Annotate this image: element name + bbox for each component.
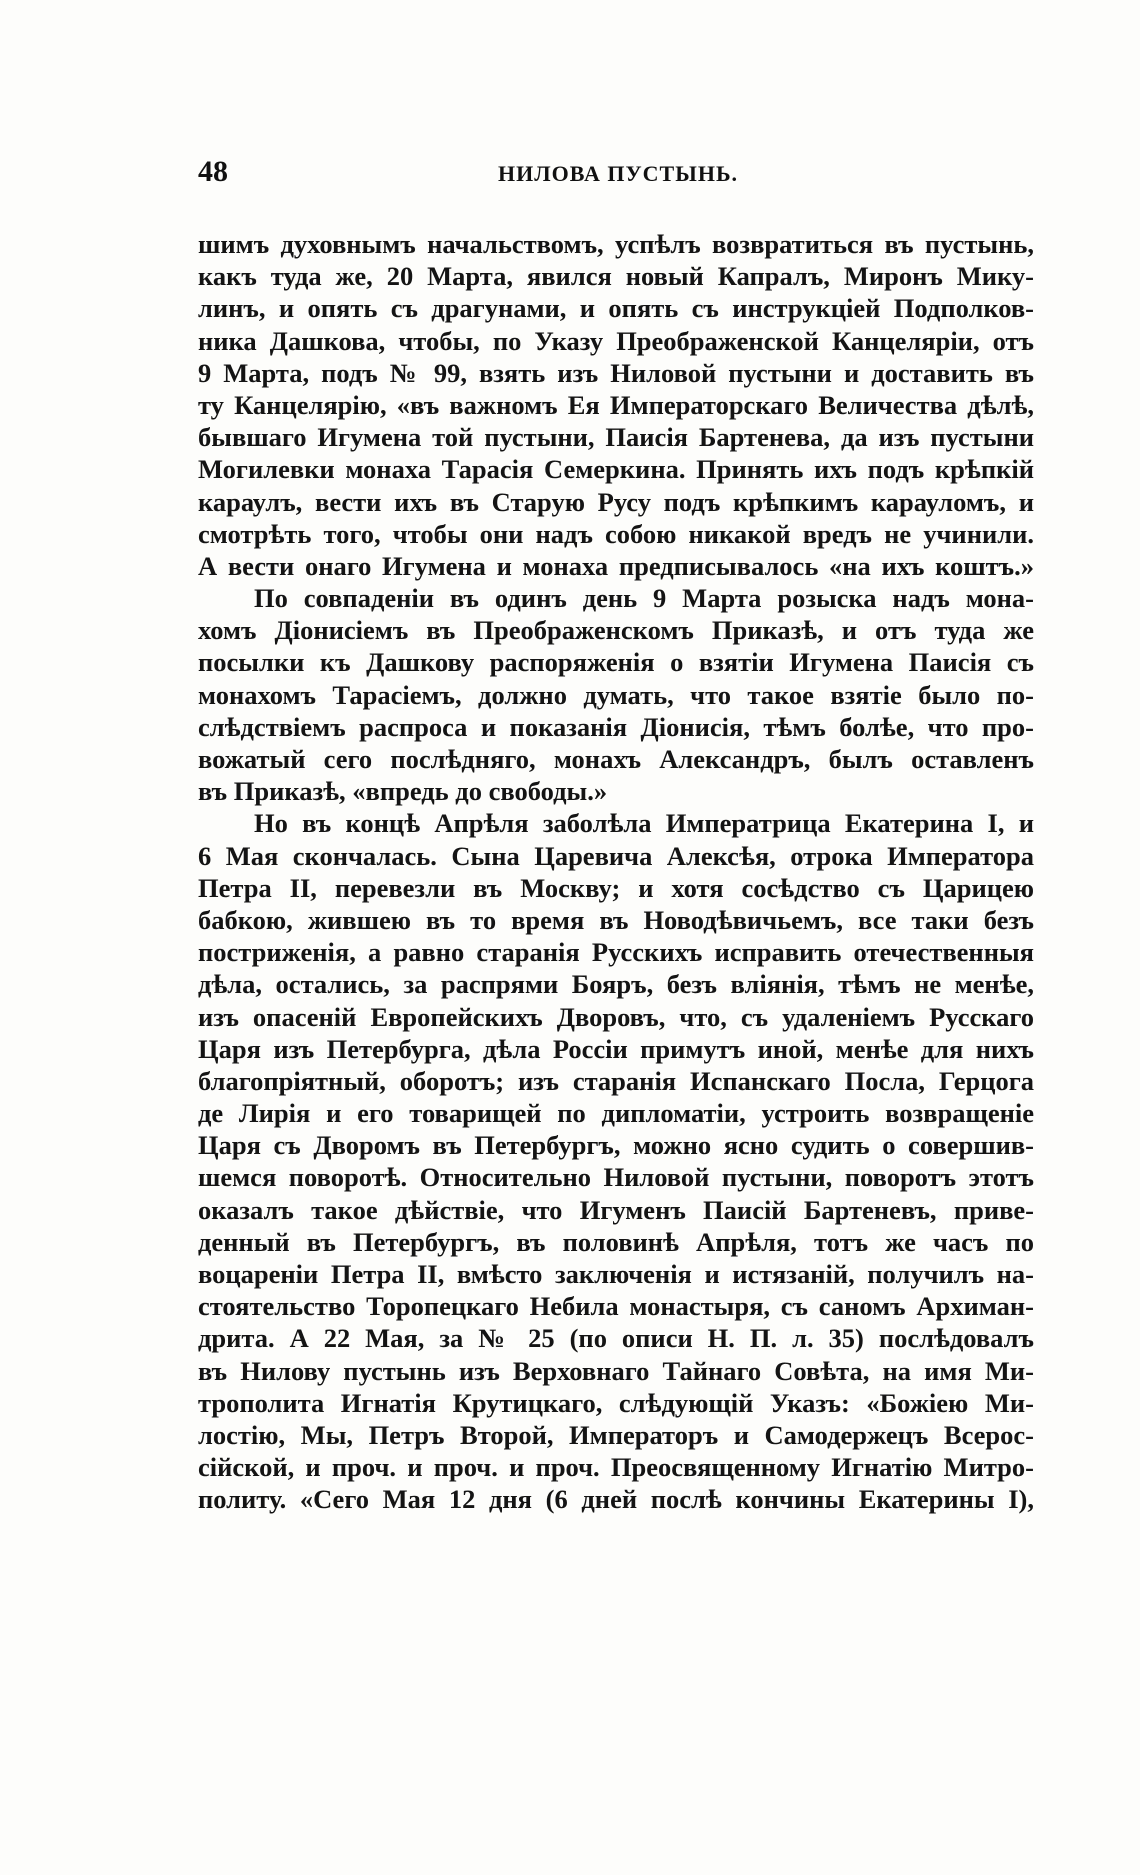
text-line: шимъ духовнымъ начальствомъ, успѣлъ возвратиться въ пустынь,: [198, 229, 1034, 259]
text-line: постриженія, а равно старанія Русскихъ исправить отечественныя: [198, 937, 1034, 968]
text-line: денный въ Петербургъ, въ половинѣ Апрѣля, тотъ же часъ по: [198, 1226, 1034, 1257]
text-line: трополита Игнатія Крутицкаго, слѣдующій Указъ: «Божіею Ми-: [198, 1387, 1034, 1418]
text-line: По совпаденіи въ одинъ день 9 Марта розыска надъ мона-: [254, 583, 1034, 614]
text-line: хомъ Діонисіемъ въ Преображенскомъ Приказѣ, и отъ туда же: [198, 615, 1034, 646]
text-line: дѣла, остались, за распрями Бояръ, безъ вліянія, тѣмъ не менѣе,: [198, 969, 1034, 1000]
text-line: смотрѣть того, чтобы они надъ собою никакой вредъ не учинили.: [198, 518, 1034, 549]
text-line: караулъ, вести ихъ въ Старую Русу подъ крѣпкимъ карауломъ, и: [198, 486, 1034, 517]
text-line: вожатый сего послѣдняго, монахъ Александръ, былъ оставленъ: [198, 744, 1034, 774]
text-line: благопріятный, оборотъ; изъ старанія Испанскаго Посла, Герцога: [198, 1065, 1034, 1096]
text-line: воцареніи Петра II, вмѣсто заключенія и истязаній, получилъ на-: [198, 1259, 1034, 1289]
body-text: [198, 228, 1034, 1516]
text-line: лостію, Мы, Петръ Второй, Императоръ и Самодержецъ Всерос-: [198, 1419, 1034, 1450]
text-line: Но въ концѣ Апрѣля заболѣла Императрица Екатерина I, и: [254, 808, 1034, 839]
text-line: политу. «Сего Мая 12 дня (6 дней послѣ кончины Екатерины I),: [198, 1484, 1034, 1515]
text-line: слѣдствіемъ распроса и показанія Діонисія, тѣмъ болѣе, что про-: [198, 711, 1034, 742]
text-line: оказалъ такое дѣйствіе, что Игуменъ Паисій Бартеневъ, приве-: [198, 1194, 1034, 1225]
text-line: посылки къ Дашкову распоряженія о взятіи Игумена Паисія съ: [198, 647, 1034, 678]
text-line: Могилевки монаха Тарасія Семеркина. Принять ихъ подъ крѣпкій: [198, 454, 1034, 485]
paragraph: [198, 582, 1034, 807]
paragraph: [198, 228, 1034, 582]
text-line: монахомъ Тарасіемъ, должно думать, что такое взятіе было по-: [198, 679, 1034, 710]
text-line: 6 Мая скончалась. Сына Царевича Алексѣя, отрока Императора: [198, 840, 1034, 871]
text-line: Петра II, перевезли въ Москву; и хотя сосѣдство съ Царицею: [198, 872, 1034, 903]
text-line: въ Нилову пустынь изъ Верховнаго Тайнаго Совѣта, на имя Ми-: [198, 1355, 1034, 1386]
running-title: НИЛОВА ПУСТЫНЬ.: [498, 161, 738, 186]
text-line: сійской, и проч. и проч. и проч. Преосвященному Игнатію Митро-: [198, 1452, 1034, 1483]
text-line: А вести онаго Игумена и монаха предписывалось «на ихъ коштъ.»: [198, 550, 1034, 581]
text-line: какъ туда же, 20 Марта, явился новый Капралъ, Миронъ Мику-: [198, 261, 1034, 292]
text-line: шемся поворотѣ. Относительно Ниловой пустыни, поворотъ этотъ: [198, 1162, 1034, 1193]
text-line: дрита. А 22 Мая, за № 25 (по описи Н. П. л. 35) послѣдовалъ: [198, 1323, 1034, 1354]
text-line: 9 Марта, подъ № 99, взять изъ Ниловой пустыни и доставить въ: [198, 357, 1034, 388]
text-line: де Лирія и его товарищей по дипломатіи, устроить возвращеніе: [198, 1098, 1034, 1129]
text-line: Царя съ Дворомъ въ Петербургъ, можно ясно судить о совершив-: [198, 1130, 1034, 1161]
page-number: 48: [198, 155, 228, 188]
paragraph: [198, 807, 1034, 1515]
text-line: бывшаго Игумена той пустыни, Паисія Бартенева, да изъ пустыни: [198, 422, 1034, 453]
text-line: изъ опасеній Европейскихъ Дворовъ, что, съ удаленіемъ Русскаго: [198, 1001, 1034, 1032]
text-line: въ Приказѣ, «впредь до свободы.»: [198, 776, 608, 807]
text-line: ту Канцелярію, «въ важномъ Ея Императорскаго Величества дѣлѣ,: [198, 389, 1034, 420]
page-header: [198, 155, 1034, 195]
text-line: Царя изъ Петербурга, дѣла Россіи примутъ иной, менѣе для нихъ: [198, 1033, 1034, 1064]
text-line: линъ, и опять съ драгунами, и опять съ инструкціей Подполков-: [198, 293, 1034, 324]
text-line: ника Дашкова, чтобы, по Указу Преображенской Канцеляріи, отъ: [198, 325, 1034, 356]
text-line: бабкою, жившею въ то время въ Новодѣвичьемъ, все таки безъ: [198, 904, 1034, 935]
text-line: стоятельство Торопецкаго Небила монастыря, съ саномъ Архиман-: [198, 1291, 1034, 1322]
